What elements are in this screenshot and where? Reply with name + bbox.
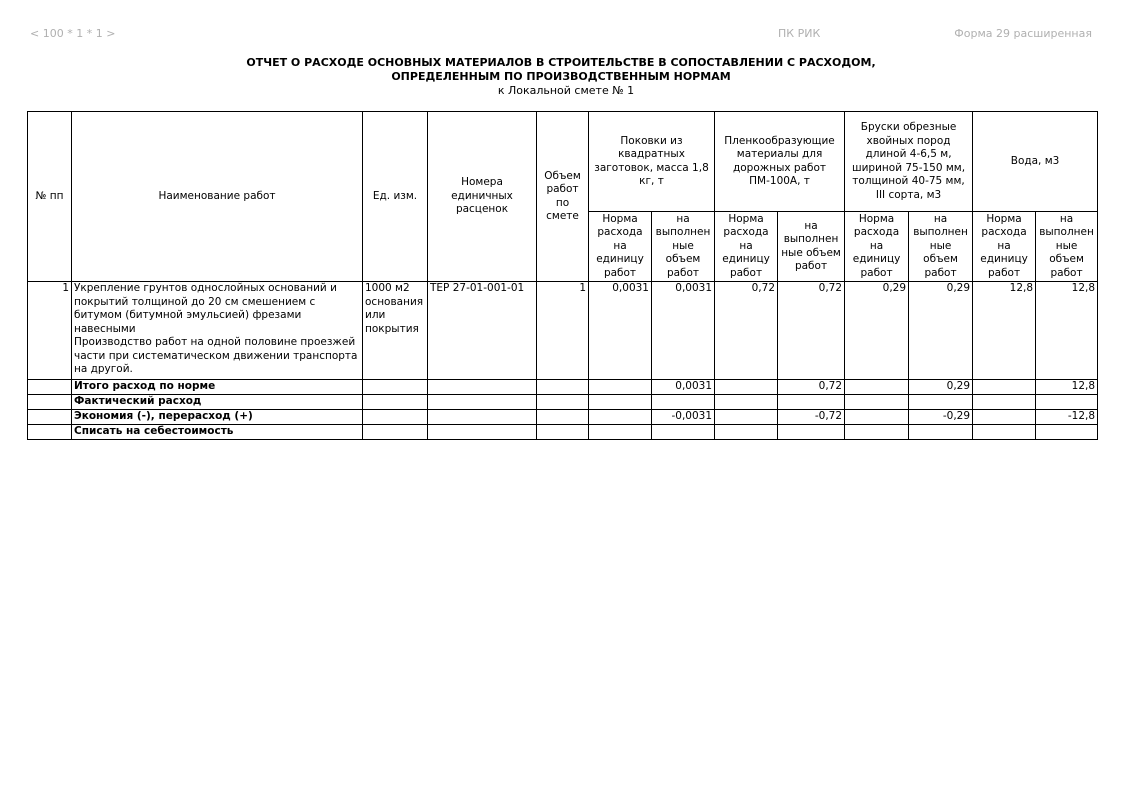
report-title-line1: ОТЧЕТ О РАСХОДЕ ОСНОВНЫХ МАТЕРИАЛОВ В СТРОИТЕЛЬСТВЕ В СОПОСТАВЛЕНИИ С РАСХОДОМ, [246,56,876,69]
header-num: № пп [28,112,72,282]
row-num: 1 [28,282,72,380]
subheader-norm: Норма расхода на единицу работ [589,212,652,282]
program-name: ПК РИК [778,27,821,40]
header-material-water: Вода, м3 [973,112,1098,212]
row-value: 0,29 [909,282,973,380]
total-norm-row [28,380,1098,395]
header-volume: Объем работ по смете [537,112,589,282]
header-material-film: Пленкообразующие материалы для дорожных работ ПМ-100А, т [715,112,845,212]
row-value: 0,72 [778,282,845,380]
actual-label: Фактический расход [72,395,363,410]
row-value: 0,72 [715,282,778,380]
row-rate: ТЕР 27-01-001-01 [428,282,537,380]
row-unit: 1000 м2 основания или покрытия [363,282,428,380]
header-rates: Номера единичных расценок [428,112,537,282]
subheader-done: на выполнен ные объем работ [1036,212,1098,282]
actual-row [28,395,1098,410]
page-counter: < 100 * 1 * 1 > [30,27,116,40]
writeoff-row [28,425,1098,440]
row-value: 0,29 [845,282,909,380]
row-name-note: Производство работ на одной половине проезжей части при систематическом движении транспорта на другой. [74,336,358,375]
total-norm-value: 0,0031 [652,380,715,395]
subheader-done: на выполнен ные объем работ [652,212,715,282]
total-norm-value: 12,8 [1036,380,1098,395]
total-norm-value: 0,29 [909,380,973,395]
report-title-line2: ОПРЕДЕЛЕННЫМ ПО ПРОИЗВОДСТВЕННЫМ НОРМАМ [391,70,731,83]
economy-row [28,410,1098,425]
row-value: 0,0031 [589,282,652,380]
row-value: 0,0031 [652,282,715,380]
total-norm-label: Итого расход по норме [72,380,363,395]
subheader-done: на выполнен ные объем работ [909,212,973,282]
subheader-norm: Норма расхода на единицу работ [715,212,778,282]
materials-report-table [27,111,1098,440]
table-row [28,282,1098,380]
header-material-forgings: Поковки из квадратных заготовок, масса 1,8 кг, т [589,112,715,212]
economy-label: Экономия (-), перерасход (+) [72,410,363,425]
header-material-bars: Бруски обрезные хвойных пород длиной 4-6,5 м, шириной 75-150 мм, толщиной 40-75 мм, III сорта, м3 [845,112,973,212]
subheader-norm: Норма расхода на единицу работ [845,212,909,282]
writeoff-label: Списать на себестоимость [72,425,363,440]
total-norm-value: 0,72 [778,380,845,395]
form-name: Форма 29 расширенная [954,27,1092,40]
subheader-done: на выполнен ные объем работ [778,212,845,282]
row-name [72,282,363,380]
economy-value: -0,72 [778,410,845,425]
economy-value: -0,29 [909,410,973,425]
economy-value: -12,8 [1036,410,1098,425]
report-subtitle: к Локальной смете № 1 [497,84,635,97]
header-name: Наименование работ [72,112,363,282]
row-name-main: Укрепление грунтов однослойных оснований и покрытий толщиной до 20 см смешением с битумом (битумной эмульсией) фрезами навесными [74,282,337,335]
header-unit: Ед. изм. [363,112,428,282]
row-volume: 1 [537,282,589,380]
row-value: 12,8 [973,282,1036,380]
table-header-row [28,112,1098,212]
economy-value: -0,0031 [652,410,715,425]
subheader-norm: Норма расхода на единицу работ [973,212,1036,282]
row-value: 12,8 [1036,282,1098,380]
